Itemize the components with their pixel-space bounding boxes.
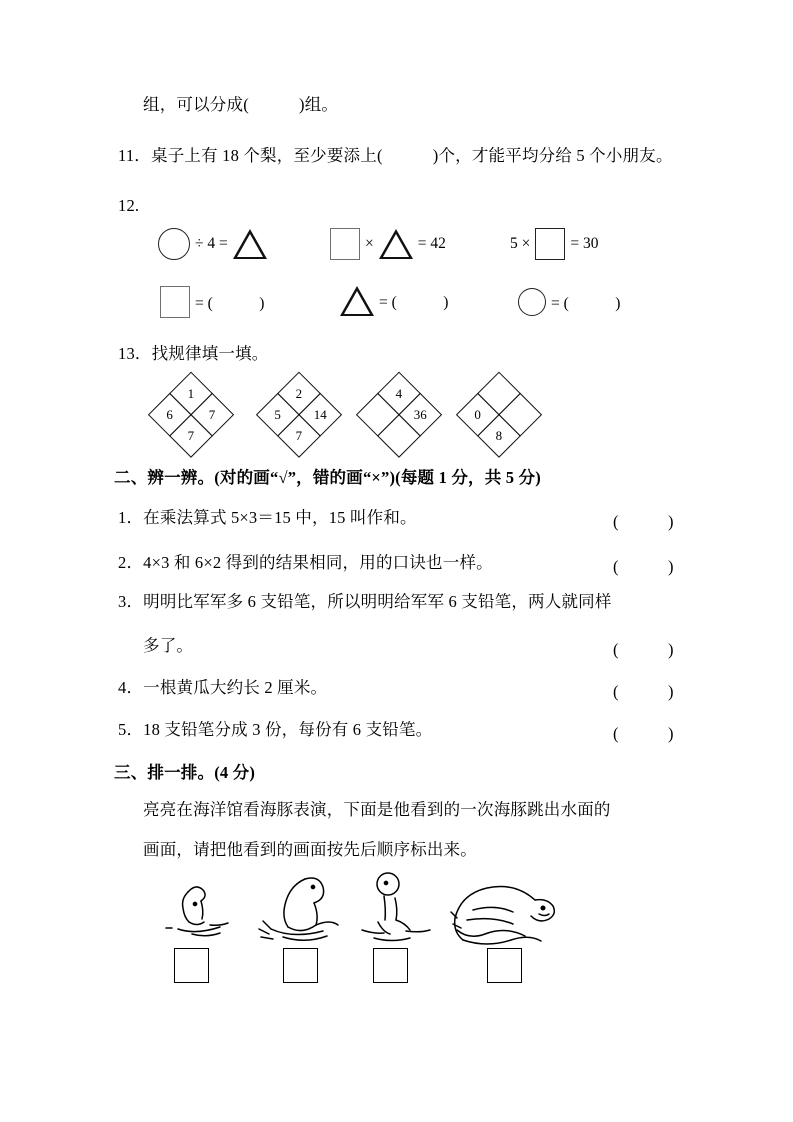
diamond-value: 7 [295, 427, 303, 443]
square-blank-box[interactable] [330, 228, 360, 260]
triangle-shape-icon [340, 286, 374, 316]
order-answer-box-2[interactable] [283, 948, 318, 983]
answer-triangle [340, 286, 453, 316]
dolphin-figure-4 [443, 874, 573, 950]
triangle-shape-icon [233, 229, 267, 259]
diamond-value: 5 [274, 406, 282, 422]
question-13 [118, 344, 269, 364]
dolphin-figure-3 [348, 872, 448, 950]
order-answer-box-4[interactable] [487, 948, 522, 983]
question-11 [118, 146, 673, 166]
diamond-value: 4 [395, 385, 403, 401]
tf-item-3-text-line-1: 明明比军军多 6 支铅笔，所以明明给军军 6 支铅笔，两人就同样 [143, 592, 612, 611]
tf-item-3-line-1 [118, 592, 612, 612]
tf-item-1 [118, 508, 417, 528]
equation-2 [330, 228, 451, 260]
question-11-number: 11． [118, 146, 151, 165]
equation-2-operator: × [365, 235, 374, 252]
tf-item-3-line-2: 多了。 [143, 636, 194, 655]
diamond-puzzle-3 [353, 368, 445, 460]
question-13-number: 13． [118, 344, 152, 363]
equation-1 [158, 228, 267, 260]
order-answer-box-1[interactable] [174, 948, 209, 983]
section-2-heading: 二、辨一辨。(对的画“√”，错的画“×”)(每题 1 分，共 5 分) [114, 468, 541, 487]
equation-3-result: = 30 [570, 235, 599, 252]
square-shape-icon [160, 286, 190, 318]
diamond-puzzle-2 [253, 368, 345, 460]
question-10-tail: 组，可以分成( )组。 [143, 95, 339, 114]
question-11-text: 桌子上有 18 个梨，至少要添上( )个，才能平均分给 5 个小朋友。 [151, 146, 673, 165]
tf-item-2-answer-paren[interactable]: ( ) [613, 557, 674, 576]
tf-item-1-text: 在乘法算式 5×3＝15 中，15 叫作和。 [143, 508, 417, 527]
tf-item-5 [118, 720, 432, 740]
dolphin-figure-1 [158, 876, 268, 946]
tf-item-5-number: 5． [118, 720, 144, 739]
tf-item-1-answer-paren[interactable]: ( ) [613, 512, 674, 531]
section-3-body-line-2: 画面，请把他看到的画面按先后顺序标出来。 [143, 840, 477, 859]
triangle-shape-icon [379, 229, 413, 259]
tf-item-3-number: 3． [118, 592, 144, 611]
tf-item-2-number: 2． [118, 553, 144, 572]
diamond-puzzle-4 [453, 368, 545, 460]
tf-item-5-answer-paren[interactable]: ( ) [613, 724, 674, 743]
tf-item-1-number: 1． [118, 508, 144, 527]
answer-square [160, 286, 269, 318]
equation-3 [510, 228, 604, 260]
diamond-value: 2 [295, 385, 303, 401]
answer-circle-text: = ( ) [551, 295, 621, 312]
diamond-value: 6 [166, 406, 174, 422]
tf-item-5-text: 18 支铅笔分成 3 份，每份有 6 支铅笔。 [143, 720, 433, 739]
tf-item-3-answer-paren[interactable]: ( ) [613, 640, 674, 659]
tf-item-2 [118, 553, 493, 573]
diamond-value: 0 [474, 406, 482, 422]
circle-shape-icon [518, 288, 546, 316]
circle-shape-icon [158, 228, 190, 260]
answer-triangle-text: = ( ) [379, 294, 449, 311]
diamond-value: 7 [187, 427, 195, 443]
tf-item-4-answer-paren[interactable]: ( ) [613, 682, 674, 701]
equation-3-prefix: 5 × [510, 235, 531, 252]
tf-item-4-text: 一根黄瓜大约长 2 厘米。 [143, 678, 328, 697]
section-3-body-line-1: 亮亮在海洋馆看海豚表演，下面是他看到的一次海豚跳出水面的 [143, 800, 611, 819]
question-12-number: 12. [118, 196, 140, 215]
question-13-title: 找规律填一填。 [151, 344, 269, 363]
diamond-value: 36 [413, 406, 427, 422]
section-3-heading: 三、排一排。(4 分) [114, 763, 256, 782]
equation-2-result: = 42 [417, 235, 446, 252]
diamond-value: 1 [187, 385, 195, 401]
order-answer-box-3[interactable] [373, 948, 408, 983]
answer-circle [518, 288, 625, 316]
answer-square-text: = ( ) [195, 295, 265, 312]
tf-item-4 [118, 678, 327, 698]
equation-1-operator: ÷ 4 = [195, 235, 228, 252]
tf-item-2-text: 4×3 和 6×2 得到的结果相同，用的口诀也一样。 [143, 553, 493, 572]
diamond-value: 14 [313, 406, 327, 422]
square-blank-box[interactable] [535, 228, 565, 260]
diamond-value: 7 [208, 406, 216, 422]
diamond-puzzle-1 [145, 368, 237, 460]
tf-item-4-number: 4． [118, 678, 144, 697]
diamond-value: 8 [495, 427, 503, 443]
